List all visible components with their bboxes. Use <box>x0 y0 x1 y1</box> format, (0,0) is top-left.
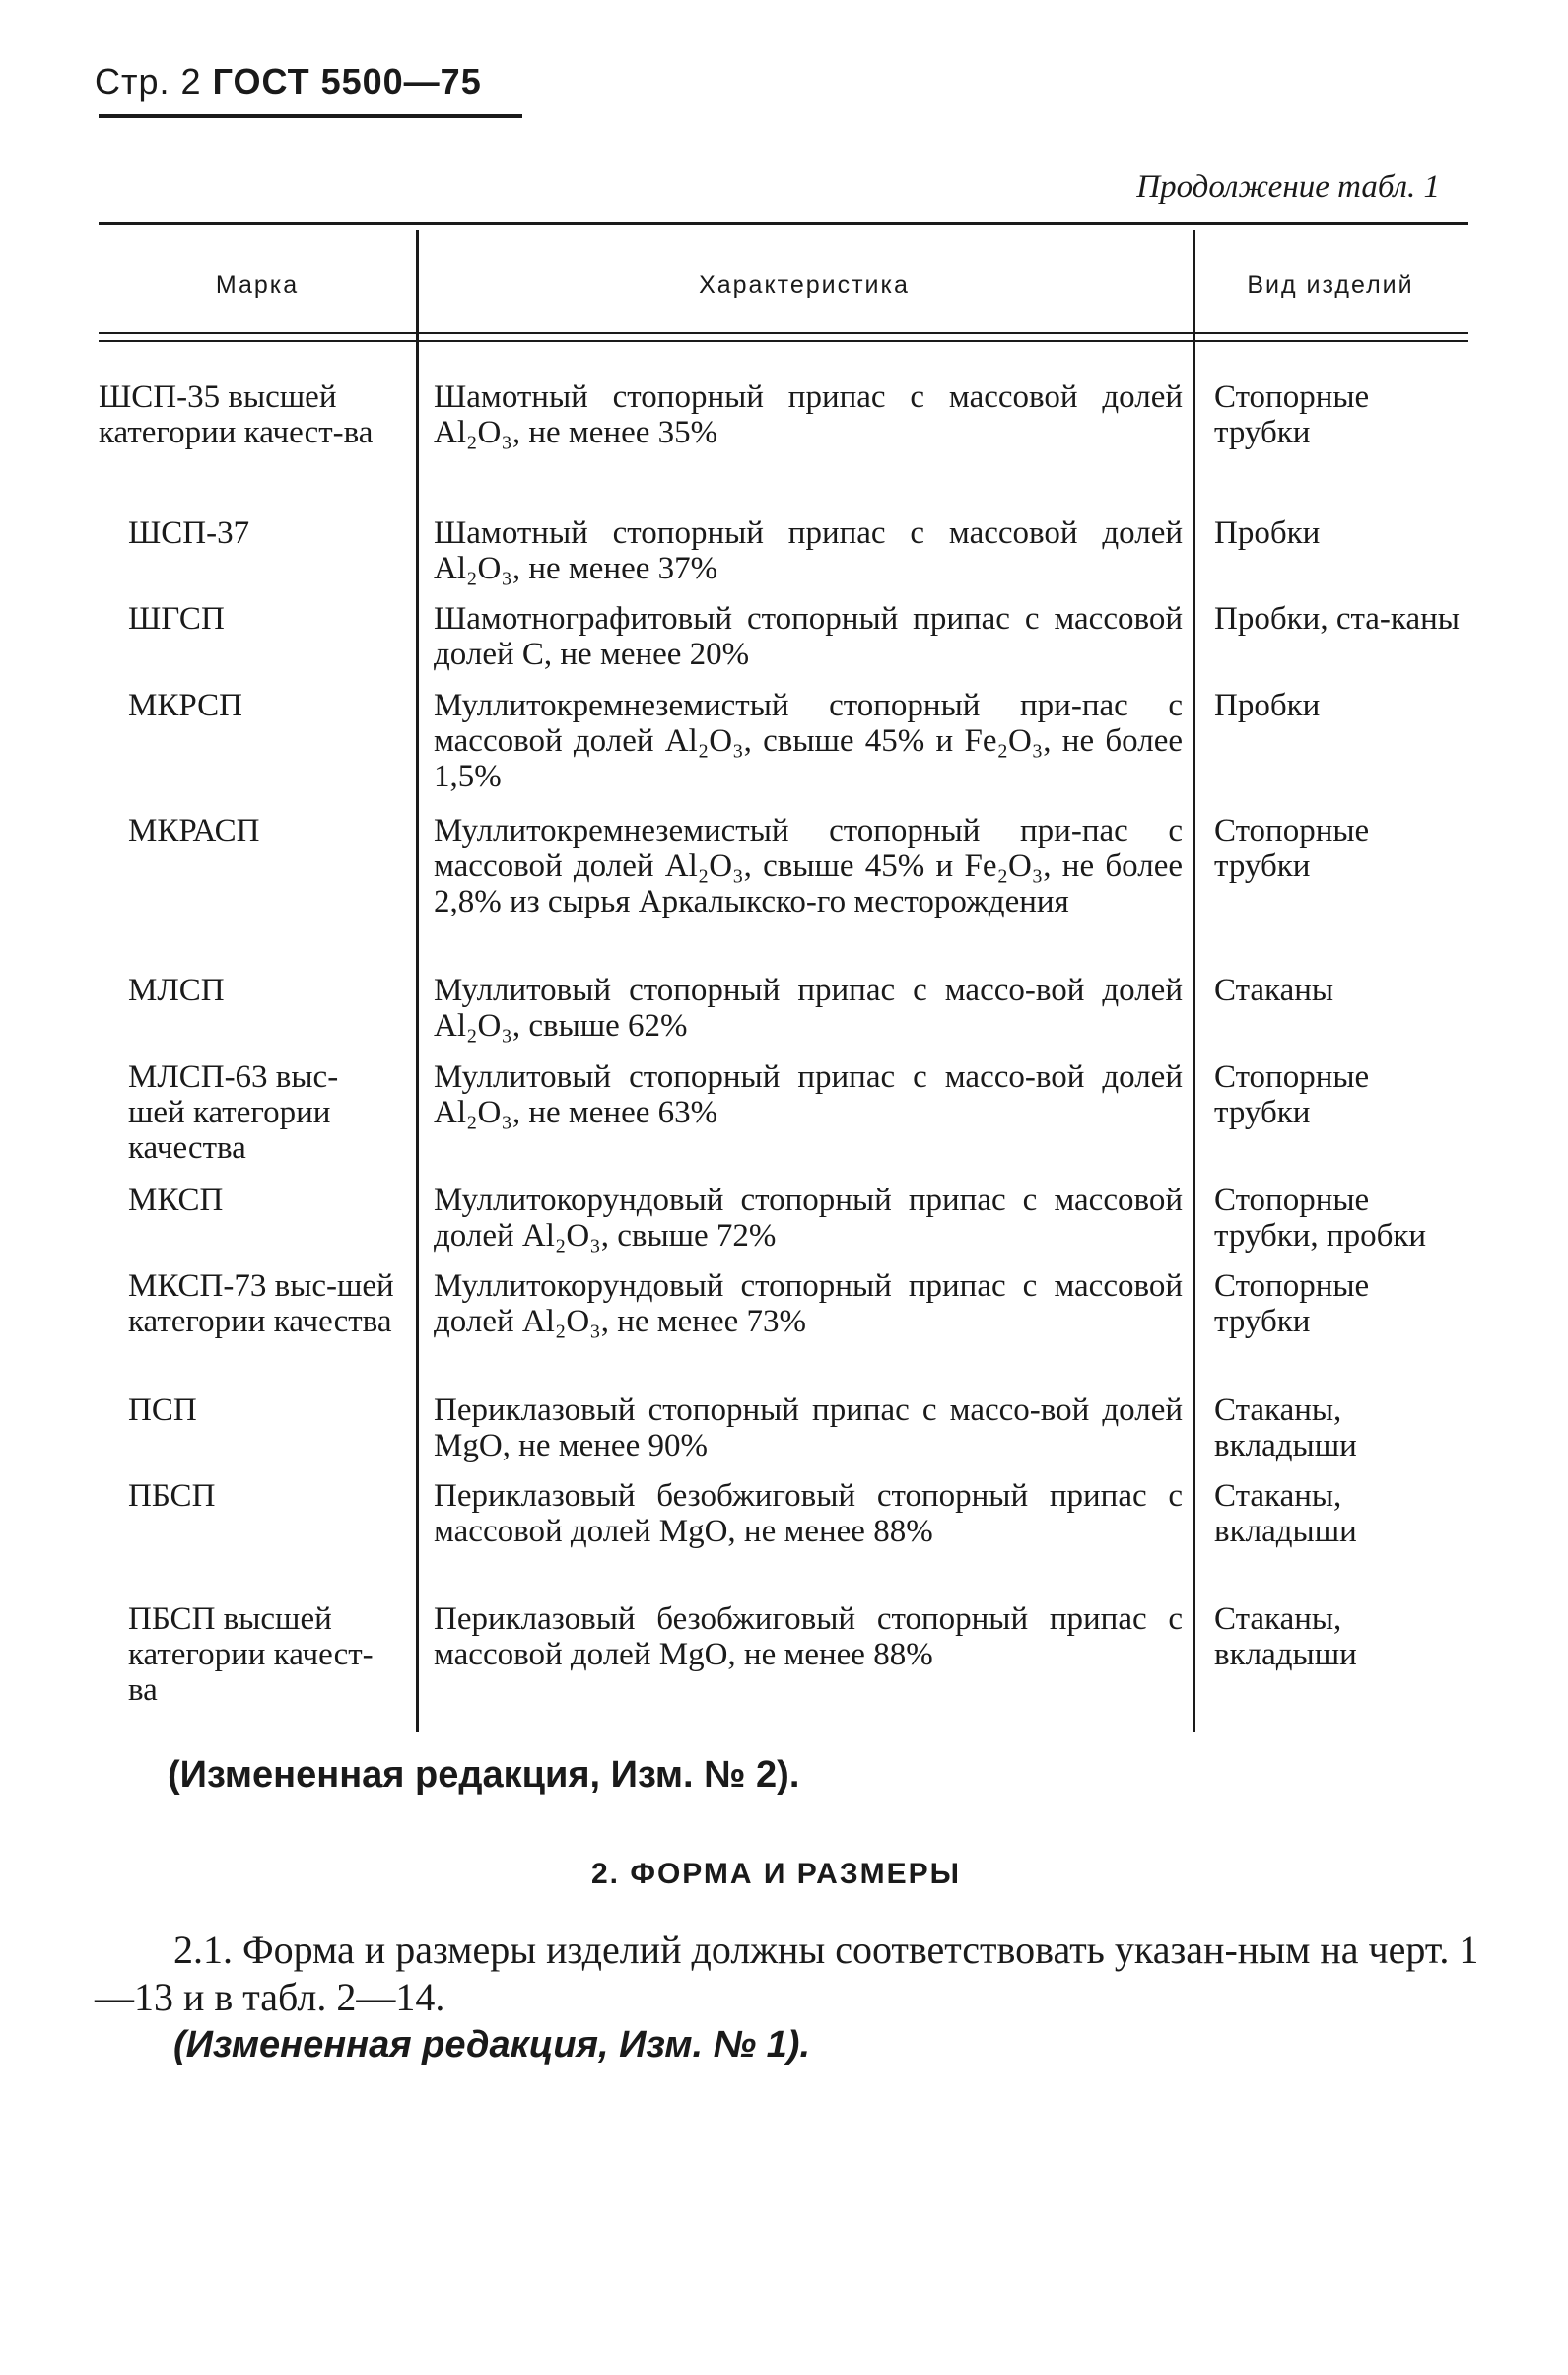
cell-characteristic: Шамотный стопорный припас с массовой долей Al₂O₃, не менее 37% <box>434 515 1183 586</box>
cell-product-type: Стопорные трубки <box>1214 1059 1370 1130</box>
cell-product-type: Стаканы, вкладыши <box>1214 1392 1357 1463</box>
cell-product-type: Стаканы, вкладыши <box>1214 1478 1357 1549</box>
cell-characteristic: Муллитовый стопорный припас с массо-вой долей Al₂O₃, свыше 62% <box>434 973 1183 1044</box>
column-divider-2 <box>1193 230 1195 1732</box>
cell-characteristic: Периклазовый безобжиговый стопорный припас с массовой долей MgO, не менее 88% <box>434 1601 1183 1672</box>
cell-characteristic: Периклазовый безобжиговый стопорный припас с массовой долей MgO, не менее 88% <box>434 1478 1183 1549</box>
cell-product-type: Стопорные трубки <box>1214 379 1370 450</box>
cell-characteristic: Муллитокорундовый стопорный припас с массовой долей Al₂O₃, свыше 72% <box>434 1183 1183 1254</box>
cell-mark: ШСП-37 <box>128 515 250 551</box>
cell-product-type: Пробки, ста-каны <box>1214 601 1460 637</box>
table-continuation-label: Продолжение табл. 1 <box>1136 170 1440 205</box>
cell-product-type: Пробки <box>1214 515 1321 551</box>
product-table <box>99 222 1468 1710</box>
cell-mark: МКРСП <box>128 688 242 723</box>
paragraph-2-1 <box>95 1927 1494 2069</box>
cell-characteristic: Муллитокремнеземистый стопорный при-пас с массовой долей Al₂O₃, свыше 45% и Fe₂O₃, не более 1,5% <box>434 688 1183 794</box>
amendment-note-2: (Измененная редакция, Изм. № 2). <box>168 1754 800 1796</box>
cell-characteristic: Периклазовый стопорный припас с массо-вой долей MgO, не менее 90% <box>434 1392 1183 1463</box>
cell-mark: ШСП-35 высшей категории качест-ва <box>99 379 374 450</box>
cell-product-type: Стаканы <box>1214 973 1334 1008</box>
cell-mark: МЛСП-63 выс-шей категории качества <box>128 1059 339 1166</box>
cell-mark: МЛСП <box>128 973 225 1008</box>
cell-product-type: Стопорные трубки <box>1214 1268 1370 1339</box>
section-title: 2. ФОРМА И РАЗМЕРЫ <box>591 1858 962 1890</box>
column-header-mark: Марка <box>215 271 300 299</box>
cell-product-type: Стопорные трубки <box>1214 813 1370 884</box>
header-rule-1 <box>99 332 1468 334</box>
cell-characteristic: Шамотный стопорный припас с массовой долей Al₂O₃, не менее 35% <box>434 379 1183 450</box>
cell-characteristic: Шамотнографитовый стопорный припас с массовой долей C, не менее 20% <box>434 601 1183 672</box>
standard-number: ГОСТ 5500—75 <box>212 61 482 102</box>
paragraph-2-1-text: 2.1. Форма и размеры изделий должны соответствовать указан-ным на черт. 1—13 и в табл. 2—14. <box>95 1928 1479 2019</box>
cell-mark: МКРАСП <box>128 813 260 848</box>
header-rule-2 <box>99 340 1468 342</box>
page-header <box>95 61 482 102</box>
cell-mark: ПСП <box>128 1392 197 1428</box>
cell-mark: ШГСП <box>128 601 225 637</box>
cell-product-type: Пробки <box>1214 688 1321 723</box>
cell-product-type: Стопорные трубки, пробки <box>1214 1183 1427 1254</box>
cell-mark: МКСП <box>128 1183 224 1218</box>
column-header-product-type: Вид изделий <box>1247 271 1414 299</box>
cell-product-type: Стаканы, вкладыши <box>1214 1601 1357 1672</box>
table-top-rule <box>99 222 1468 225</box>
page-number: Стр. 2 <box>95 61 202 102</box>
amendment-note-1: (Измененная редакция, Изм. № 1). <box>173 2024 811 2066</box>
column-header-characteristic: Характеристика <box>699 271 910 299</box>
cell-characteristic: Муллитокремнеземистый стопорный при-пас с массовой долей Al₂O₃, свыше 45% и Fe₂O₃, не более 2,8% из сырья Аркалыкско-го месторождения <box>434 813 1183 919</box>
header-rule <box>99 114 522 118</box>
cell-characteristic: Муллитовый стопорный припас с массо-вой долей Al₂O₃, не менее 63% <box>434 1059 1183 1130</box>
cell-characteristic: Муллитокорундовый стопорный припас с массовой долей Al₂O₃, не менее 73% <box>434 1268 1183 1339</box>
cell-mark: МКСП-73 выс-шей категории качества <box>128 1268 394 1339</box>
cell-mark: ПБСП высшей категории качест-ва <box>128 1601 374 1708</box>
cell-mark: ПБСП <box>128 1478 216 1514</box>
